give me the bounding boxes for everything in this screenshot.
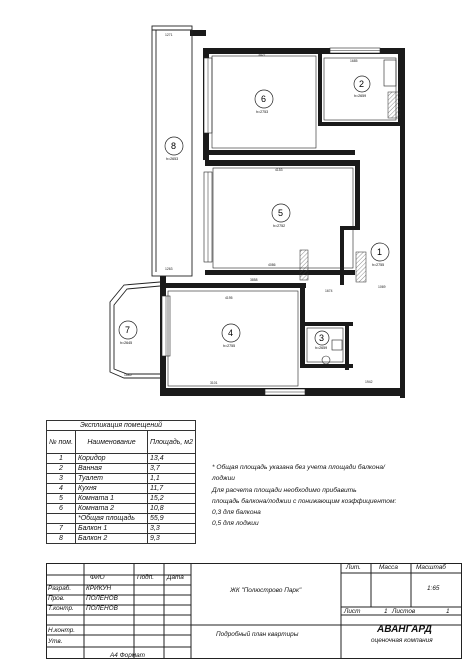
dim-label: 4086 <box>268 263 276 267</box>
role-approved: Утв. <box>48 638 63 645</box>
table-row <box>47 534 196 544</box>
dim-label: 4153 <box>275 168 283 172</box>
header-name: Наименование <box>76 431 148 454</box>
row-name: Балкон 2 <box>76 534 148 544</box>
signature-header: Подп. <box>137 574 155 581</box>
title-block <box>46 563 462 659</box>
table-row <box>47 474 196 484</box>
dim-label: 1271 <box>165 33 173 37</box>
row-number: 8 <box>47 534 76 544</box>
dim-label: 1942 <box>365 380 373 384</box>
table-row <box>47 454 196 464</box>
sheet-number: 1 <box>384 608 388 615</box>
row-number: 4 <box>47 484 76 494</box>
room-borders <box>168 56 396 386</box>
date-header: Дата <box>167 574 184 581</box>
table-row <box>47 464 196 474</box>
room-6-number: 6 <box>261 94 267 104</box>
row-name: Комната 1 <box>76 494 148 504</box>
project-name: ЖК "Полюстрово Парк" <box>230 587 302 594</box>
row-number: 7 <box>47 524 76 534</box>
row-name: Коридор <box>76 454 148 464</box>
company-name: АВАНГАРД <box>377 624 432 635</box>
note-line: лоджии <box>212 475 235 482</box>
room-7-number: 7 <box>125 325 131 335</box>
room-5-height: h=2752 <box>273 224 286 228</box>
room-8-height: h=2653 <box>166 157 179 161</box>
row-area: 11,7 <box>148 484 196 494</box>
dim-label: 3858 <box>250 278 258 282</box>
room-6-height: h=2753 <box>256 110 269 114</box>
fio-header: ФИО <box>90 574 105 581</box>
table-row <box>47 494 196 504</box>
note-line: Для расчета площади необходимо прибавить <box>212 487 357 494</box>
table-row <box>47 524 196 534</box>
row-area: 15,2 <box>148 494 196 504</box>
role-norm-control: Н.контр. <box>48 627 76 634</box>
row-area: 3,7 <box>148 464 196 474</box>
mass-header: Масса <box>379 564 398 571</box>
note-line: 0,3 для балкона <box>212 509 261 516</box>
role-checker: Пров. <box>48 595 65 602</box>
dim-label: 1685 <box>350 59 358 63</box>
row-area: 55,9 <box>148 514 196 524</box>
table-row <box>47 504 196 514</box>
row-name: *Общая площадь <box>76 514 148 524</box>
note-line: * Общая площадь указана без учета площади балкона/ <box>212 464 385 471</box>
header-number: № пом. <box>47 431 76 454</box>
hatched-structure <box>300 92 400 282</box>
row-number: 1 <box>47 454 76 464</box>
row-number: 6 <box>47 504 76 514</box>
row-area: 10,8 <box>148 504 196 514</box>
row-area: 9,3 <box>148 534 196 544</box>
dim-label: 1263 <box>165 267 173 271</box>
room-1-height: h=2755 <box>372 263 385 267</box>
balcony-7-outline <box>110 282 160 378</box>
scale-value: 1:65 <box>427 585 440 592</box>
lit-header: Лит. <box>346 564 361 571</box>
room-explication-table <box>46 420 196 544</box>
note-line: 0,5 для лоджии <box>212 520 259 527</box>
room-5-number: 5 <box>278 208 284 218</box>
room-2-height: h=2659 <box>354 94 367 98</box>
room-7-height: h=2645 <box>120 341 133 345</box>
room-3-height: h=2659 <box>315 346 328 350</box>
row-name: Балкон 1 <box>76 524 148 534</box>
dim-label: 4195 <box>225 296 233 300</box>
dim-label: 3101 <box>210 381 218 385</box>
room-1-number: 1 <box>377 247 383 257</box>
sheets-label: Листов <box>392 608 416 615</box>
format-label: А4 Формат <box>110 652 145 659</box>
note-line: площадь балкона/лоджии с понижающим коэффициентом: <box>212 498 397 505</box>
name-developer: КРИКУН <box>86 585 112 592</box>
room-4-height: h=2755 <box>223 344 236 348</box>
dim-label: 3427 <box>258 53 266 57</box>
sheet-label: Лист <box>344 608 361 615</box>
balcony-8-outline <box>152 26 192 276</box>
dim-label: 1069 <box>378 285 386 289</box>
dim-label: 1685 <box>124 373 132 377</box>
company-subtitle: оценочная компания <box>371 637 433 644</box>
name-tech-control: ПОЛЕНОВ <box>86 605 118 612</box>
row-name: Комната 2 <box>76 504 148 514</box>
role-tech-control: Т.контр. <box>48 605 74 612</box>
table-caption: Экспликация помещений <box>47 421 196 431</box>
row-area: 3,3 <box>148 524 196 534</box>
row-name: Кухня <box>76 484 148 494</box>
row-area: 1,1 <box>148 474 196 484</box>
row-number: 3 <box>47 474 76 484</box>
table-row-total <box>47 514 196 524</box>
room-8-number: 8 <box>171 141 177 151</box>
row-number: 2 <box>47 464 76 474</box>
role-developer: Разраб. <box>48 585 72 592</box>
row-name: Ванная <box>76 464 148 474</box>
room-2-number: 2 <box>359 79 365 89</box>
name-checker: ПОЛЕНОВ <box>86 595 118 602</box>
header-area: Площадь, м2 <box>148 431 196 454</box>
room-4-number: 4 <box>228 328 234 338</box>
table-row <box>47 484 196 494</box>
row-area: 13,4 <box>148 454 196 464</box>
sheet-name: Подробный план квартиры <box>216 631 299 638</box>
sheets-total: 1 <box>446 608 450 615</box>
room-3-number: 3 <box>319 333 325 343</box>
row-number: 5 <box>47 494 76 504</box>
row-name: Туалет <box>76 474 148 484</box>
room-labels <box>119 76 389 350</box>
row-number <box>47 514 76 524</box>
scale-header: Масштаб <box>416 564 446 571</box>
dim-label: 1674 <box>325 289 333 293</box>
